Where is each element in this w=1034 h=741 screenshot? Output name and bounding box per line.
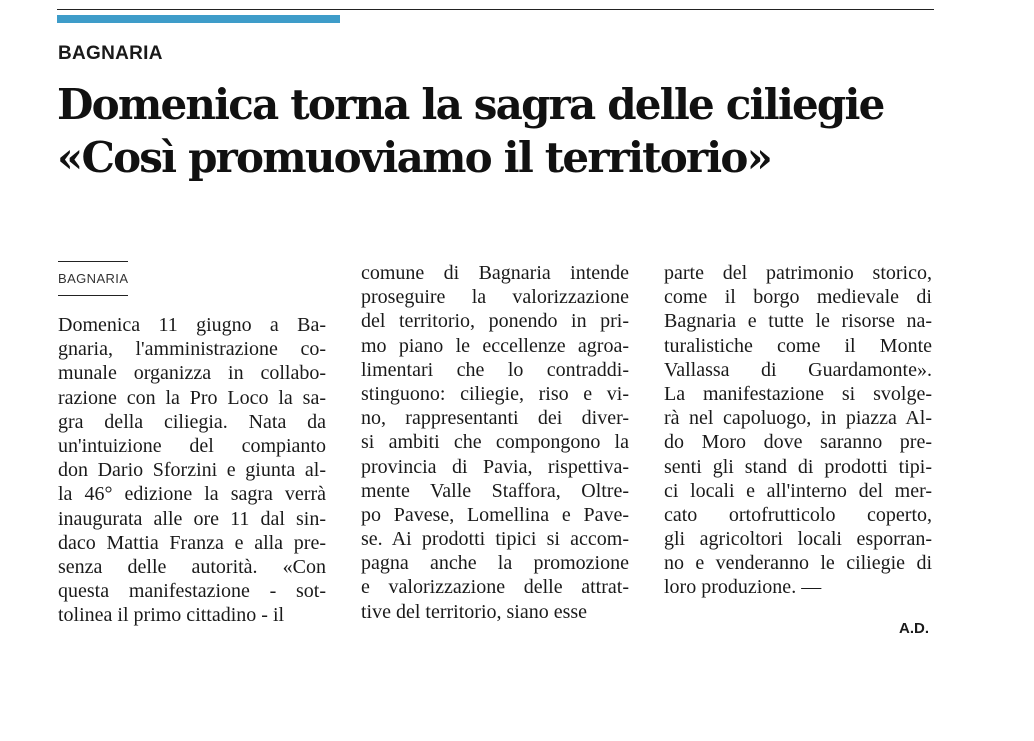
headline-line: «Così promuoviamo il territorio» — [57, 133, 772, 182]
dateline: BAGNARIA — [58, 271, 129, 286]
article-line: turalistiche come il Monte — [664, 334, 932, 357]
column-text — [664, 261, 932, 600]
article-line: si ambiti che compongono la — [361, 431, 629, 454]
article-line: stinguono: ciliegie, riso e vi- — [361, 382, 629, 405]
article-line: la 46° edizione la sagra verrà — [58, 483, 326, 506]
article-line: ci locali e all'interno del mer- — [664, 479, 932, 502]
article-line: parte del patrimonio storico, — [664, 262, 932, 284]
article-line: se. Ai prodotti tipici si accom- — [361, 528, 629, 551]
article-line: mo piano le eccellenze agroa- — [361, 334, 629, 357]
column-text — [58, 313, 326, 627]
article-line: po Pavese, Lomellina e Pave- — [361, 503, 629, 526]
article-line: gli agricoltori locali esporran- — [664, 528, 932, 551]
article-line: del territorio, ponendo in pri- — [361, 310, 629, 333]
top-rule — [57, 9, 934, 10]
article-line: questa manifestazione - sot- — [58, 580, 326, 603]
article-line: senza delle autorità. «Con — [58, 555, 326, 578]
article-line: Bagnaria e tutte le risorse na- — [664, 310, 932, 333]
article-line: come il borgo medievale di — [664, 286, 932, 309]
article-line: don Dario Sforzini e giunta al- — [58, 459, 326, 482]
article-column-3 — [664, 261, 932, 600]
article-line: inaugurata alle ore 11 dal sin- — [58, 507, 326, 530]
section-kicker: BAGNARIA — [58, 43, 163, 64]
article-line: munale organizza in collabo- — [58, 362, 326, 385]
article-line: do Moro dove saranno pre- — [664, 431, 932, 454]
article-line: Domenica 11 giugno a Ba- — [58, 314, 326, 336]
section-accent-bar — [57, 15, 340, 23]
article-line: daco Mattia Franza e alla pre- — [58, 531, 326, 554]
article-line: gnaria, l'amministrazione co- — [58, 338, 326, 361]
article-line: un'intuizione del compianto — [58, 434, 326, 457]
dateline-box — [58, 261, 128, 296]
article-line: loro produzione. — — [664, 576, 822, 599]
headline-line: Domenica torna la sagra delle ciliegie — [57, 80, 884, 129]
author-signature: A.D. — [899, 620, 929, 637]
article-line: senti gli stand di prodotti tipi- — [664, 455, 932, 478]
headline — [57, 78, 957, 184]
article-line: La manifestazione si svolge- — [664, 382, 932, 405]
article-line: pagna anche la promozione — [361, 552, 629, 575]
article-column-2 — [361, 261, 629, 624]
article-line: comune di Bagnaria intende — [361, 262, 629, 284]
article-line: cato ortofrutticolo coperto, — [664, 503, 932, 526]
article-line: limentari che lo contraddi- — [361, 358, 629, 381]
article-line: tive del territorio, siano esse — [361, 600, 588, 623]
article-line: proseguire la valorizzazione — [361, 286, 629, 309]
article-line: provincia di Pavia, rispettiva- — [361, 455, 629, 478]
article-line: no, rappresentanti dei diver- — [361, 407, 629, 430]
article-line: no e venderanno le ciliegie di — [664, 552, 932, 575]
article-line: mente Valle Staffora, Oltre- — [361, 479, 629, 502]
article-line: gra della ciliegia. Nata da — [58, 410, 326, 433]
article-line: razione con la Pro Loco la sa- — [58, 386, 326, 409]
article-line: tolinea il primo cittadino - il — [58, 604, 285, 627]
article-line: rà nel capoluogo, in piazza Al- — [664, 407, 932, 430]
article-line: e valorizzazione delle attrat- — [361, 576, 629, 599]
column-text — [361, 261, 629, 624]
article-column-1 — [58, 261, 326, 627]
article-line: Vallassa di Guardamonte». — [664, 358, 932, 381]
